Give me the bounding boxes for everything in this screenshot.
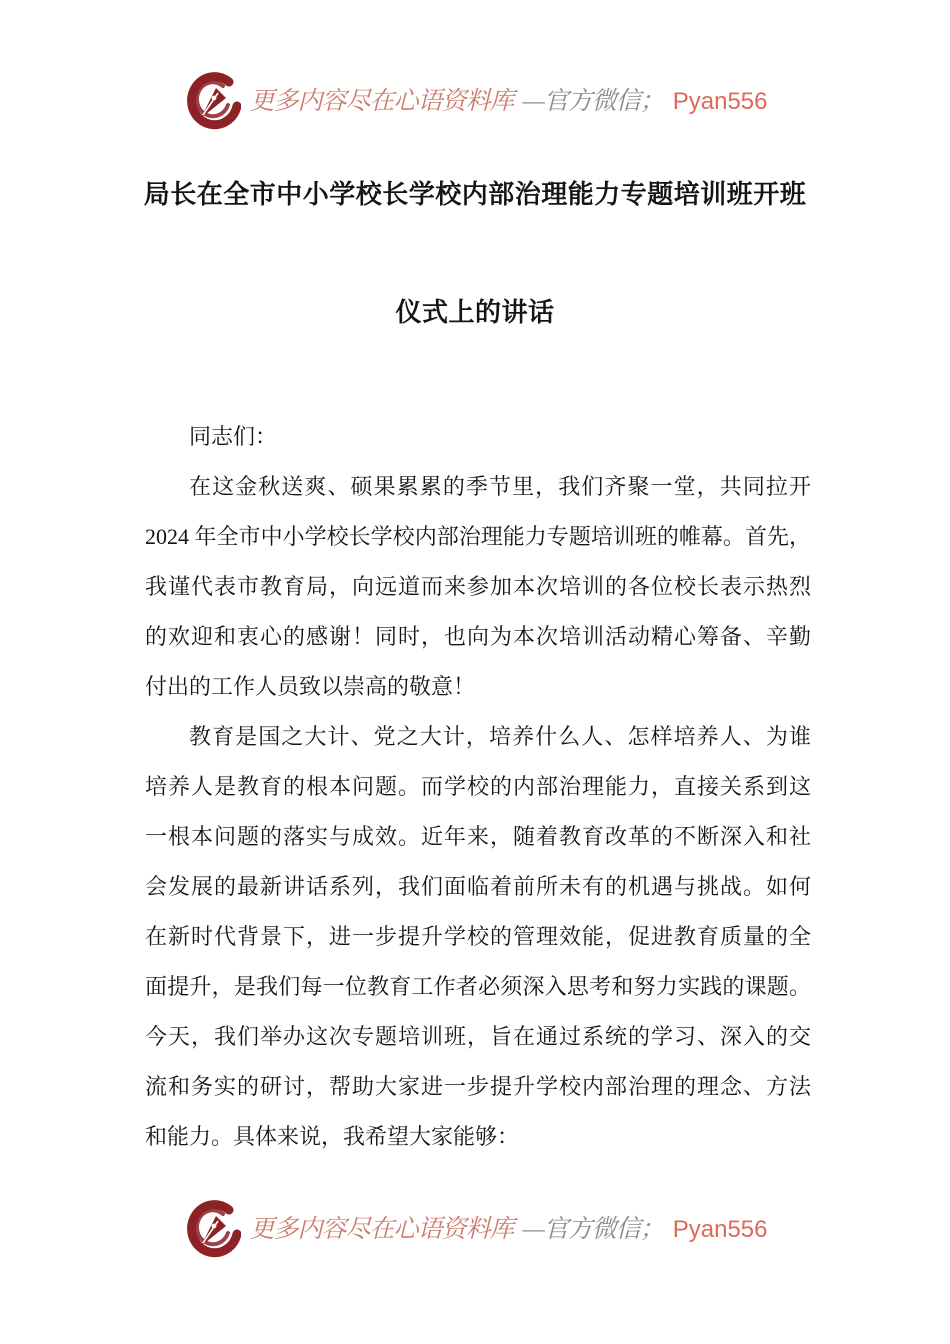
pen-swirl-icon (183, 1200, 241, 1260)
body-line: 培养人是教育的根本问题。而学校的内部治理能力，直接关系到这 (145, 774, 811, 799)
brand-channel-text: —官方微信； (522, 1216, 664, 1243)
body-line: 的欢迎和衷心的感谢！同时，也向为本次培训活动精心筹备、辛勤 (145, 624, 811, 649)
brand-wechat-id: Pyan556 (672, 1216, 768, 1243)
body-line: 同志们： (189, 424, 278, 449)
brand-library-text: 更多内容尽在心语资料库 (249, 88, 514, 115)
brand-channel-text: —官方微信； (522, 88, 664, 115)
body-line: 2024 年全市中小学校长学校内部治理能力专题培训班的帷幕。首先， (145, 524, 811, 549)
body-line: 在这金秋送爽、硕果累累的季节里，我们齐聚一堂，共同拉开 (189, 474, 811, 499)
pen-swirl-icon (183, 72, 241, 132)
body-line: 会发展的最新讲话系列，我们面临着前所未有的机遇与挑战。如何 (145, 874, 811, 899)
brand-wechat-id: Pyan556 (672, 88, 768, 115)
body-line: 教育是国之大计、党之大计，培养什么人、怎样培养人、为谁 (189, 724, 811, 749)
body-line: 在新时代背景下，进一步提升学校的管理效能，促进教育质量的全 (145, 924, 811, 949)
body-line: 我谨代表市教育局，向远道而来参加本次培训的各位校长表示热烈 (145, 574, 811, 599)
document-title-line-1: 局长在全市中小学校长学校内部治理能力专题培训班开班 (143, 180, 807, 209)
body-line: 今天，我们举办这次专题培训班，旨在通过系统的学习、深入的交 (145, 1024, 811, 1049)
document-title-line-2: 仪式上的讲话 (395, 298, 555, 327)
body-line: 一根本问题的落实与成效。近年来，随着教育改革的不断深入和社 (145, 824, 811, 849)
brand-header (0, 72, 950, 132)
brand-footer (0, 1200, 950, 1260)
body-line: 和能力。具体来说，我希望大家能够： (145, 1124, 520, 1149)
body-line: 面提升，是我们每一位教育工作者必须深入思考和努力实践的课题。 (145, 974, 811, 999)
body-line: 流和务实的研讨，帮助大家进一步提升学校内部治理的理念、方法 (145, 1074, 811, 1099)
body-line: 付出的工作人员致以崇高的敬意！ (145, 674, 476, 699)
document-body (145, 412, 811, 1162)
brand-library-text: 更多内容尽在心语资料库 (249, 1216, 514, 1243)
